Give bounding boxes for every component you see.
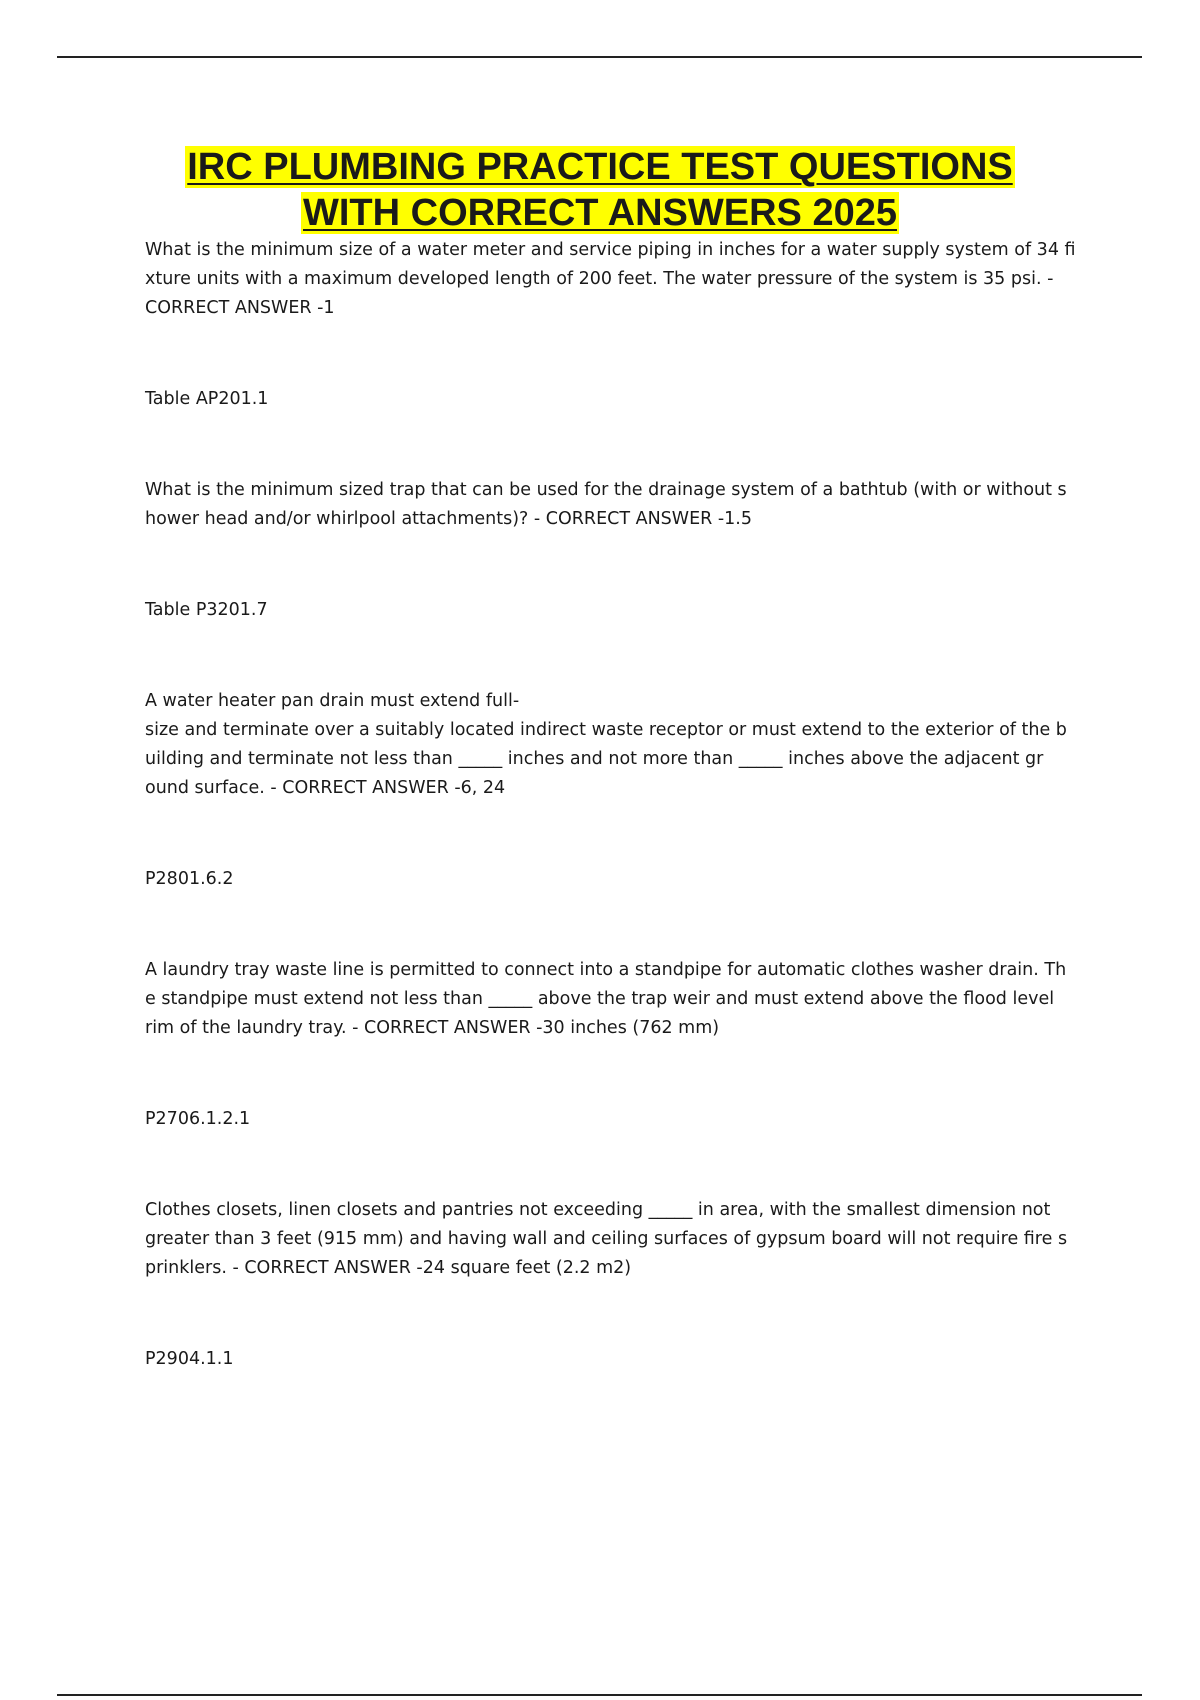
title-line-2: WITH CORRECT ANSWERS 2025 [303,192,897,234]
reference-4: P2706.1.2.1 [145,1109,251,1129]
bottom-divider [57,1694,1142,1696]
question-1: What is the minimum size of a water meter and service piping in inches for a water supply system of 34 fi xture units with a maximum developed length of 200 feet. The water pressure of the system is 35 psi. - CORRECT ANSWER -1 [145,240,1076,318]
reference-5: P2904.1.1 [145,1349,234,1369]
top-divider [57,56,1142,58]
reference-2: Table P3201.7 [145,600,268,620]
document-title [100,144,1100,236]
question-2: What is the minimum sized trap that can be used for the drainage system of a bathtub (with or without s hower head and/or whirlpool attachments)? - CORRECT ANSWER -1.5 [145,480,1067,529]
question-5: Clothes closets, linen closets and pantries not exceeding _____ in area, with the smallest dimension not greater than 3 feet (915 mm) and having wall and ceiling surfaces of gypsum board will not require fire s prinklers. - CORRECT ANSWER -24 square feet (2.2 m2) [145,1200,1068,1278]
reference-3: P2801.6.2 [145,869,234,889]
title-line-1: IRC PLUMBING PRACTICE TEST QUESTIONS [187,146,1013,188]
reference-1: Table AP201.1 [145,389,269,409]
question-3: A water heater pan drain must extend full- size and terminate over a suitably located indirect waste receptor or must extend to the exterior of the b uilding and terminate not less than _____ inches and not more than _____ inches above the adjacent gr ound surface. - CORRECT ANSWER -6, 24 [145,691,1067,798]
qa-list [145,236,1085,1374]
question-4: A laundry tray waste line is permitted to connect into a standpipe for automatic clothes washer drain. Th e standpipe must extend not less than _____ above the trap weir and must extend above the flood level rim of the laundry tray. - CORRECT ANSWER -30 inches (762 mm) [145,960,1067,1038]
